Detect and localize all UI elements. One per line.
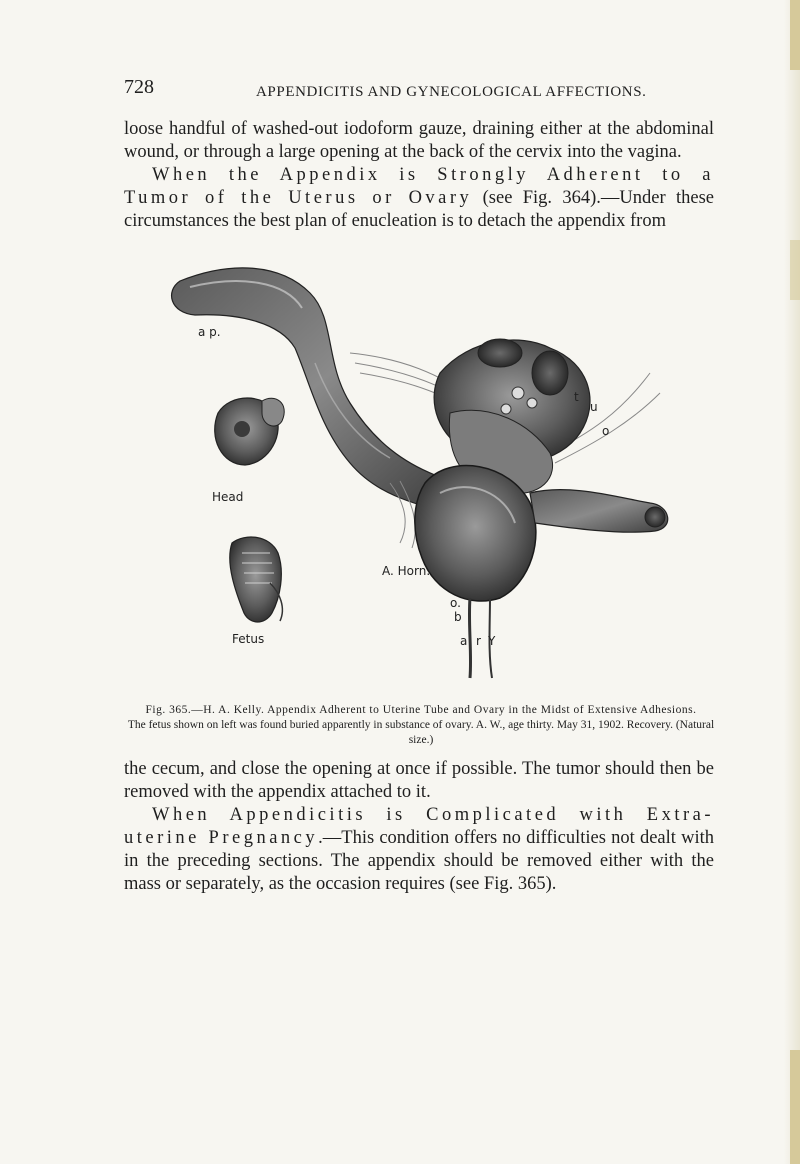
figure-illustration <box>150 253 686 685</box>
figure-caption <box>124 703 718 748</box>
paragraph-body: .—This condition offers no difficulties not dealt with in the preceding sections. The appendix should be removed either with the mass or separately, as the occasion requires (see Fig. 365). <box>124 828 714 894</box>
fetus-drawing <box>230 537 283 622</box>
label-y: Y <box>488 634 496 648</box>
section-heading: When the Appendix is Strongly Adherent to a Tumor of the Uterus or Ovary <box>124 165 714 208</box>
label-a: a <box>460 634 468 648</box>
paragraph-body: (see Fig. 364).—Under these circumstances the best plan of enucleation is to detach the appendix from <box>124 188 714 231</box>
label-horn: A. Horn. <box>382 564 431 578</box>
label-t: t <box>574 390 579 404</box>
appendix-drawing <box>172 268 450 513</box>
page-header <box>124 76 714 100</box>
caption-title: Fig. 365.—H. A. Kelly. Appendix Adherent to Uterine Tube and Ovary in the Midst of Extensive Adhesions. <box>145 704 697 716</box>
label-o: o <box>602 424 610 438</box>
label-b: b <box>454 610 462 624</box>
page-edge-stain <box>790 0 800 70</box>
section-heading: When Appendicitis is Complicated with Extra-uterine Pregnancy <box>124 805 714 848</box>
running-head: APPENDICITIS AND GYNECOLOGICAL AFFECTIONS. <box>256 84 647 100</box>
paragraph: the cecum, and close the opening at once if possible. The tumor should then be removed with the appendix attached to it. <box>124 759 714 802</box>
label-u: u <box>590 400 598 414</box>
label-fetus: Fetus <box>232 632 265 646</box>
page-number: 728 <box>124 76 154 98</box>
label-ap: a p. <box>198 325 221 339</box>
top-text-block <box>124 118 714 233</box>
caption-note: The fetus shown on left was found buried apparently in substance of ovary. A. W., age thirty. May 31, 1902. Recovery. (Natural size.) <box>127 719 715 746</box>
paragraph: loose handful of washed-out iodoform gauze, draining either at the abdominal wound, or through a large opening at the back of the cervix into the vagina. <box>124 119 714 162</box>
paragraph <box>124 164 714 233</box>
label-ov: o. <box>450 596 461 610</box>
label-r: r <box>476 634 481 648</box>
fetus-head-drawing <box>215 398 285 465</box>
label-head: Head <box>212 490 244 504</box>
specimen-drawing <box>150 253 686 685</box>
uterine-horn-drawing <box>415 466 536 601</box>
page-edge-stain <box>790 1050 800 1164</box>
bottom-text-block <box>124 758 714 896</box>
page-edge-shadow <box>784 0 800 1164</box>
page-edge-stain <box>790 240 800 300</box>
paragraph <box>124 804 714 896</box>
